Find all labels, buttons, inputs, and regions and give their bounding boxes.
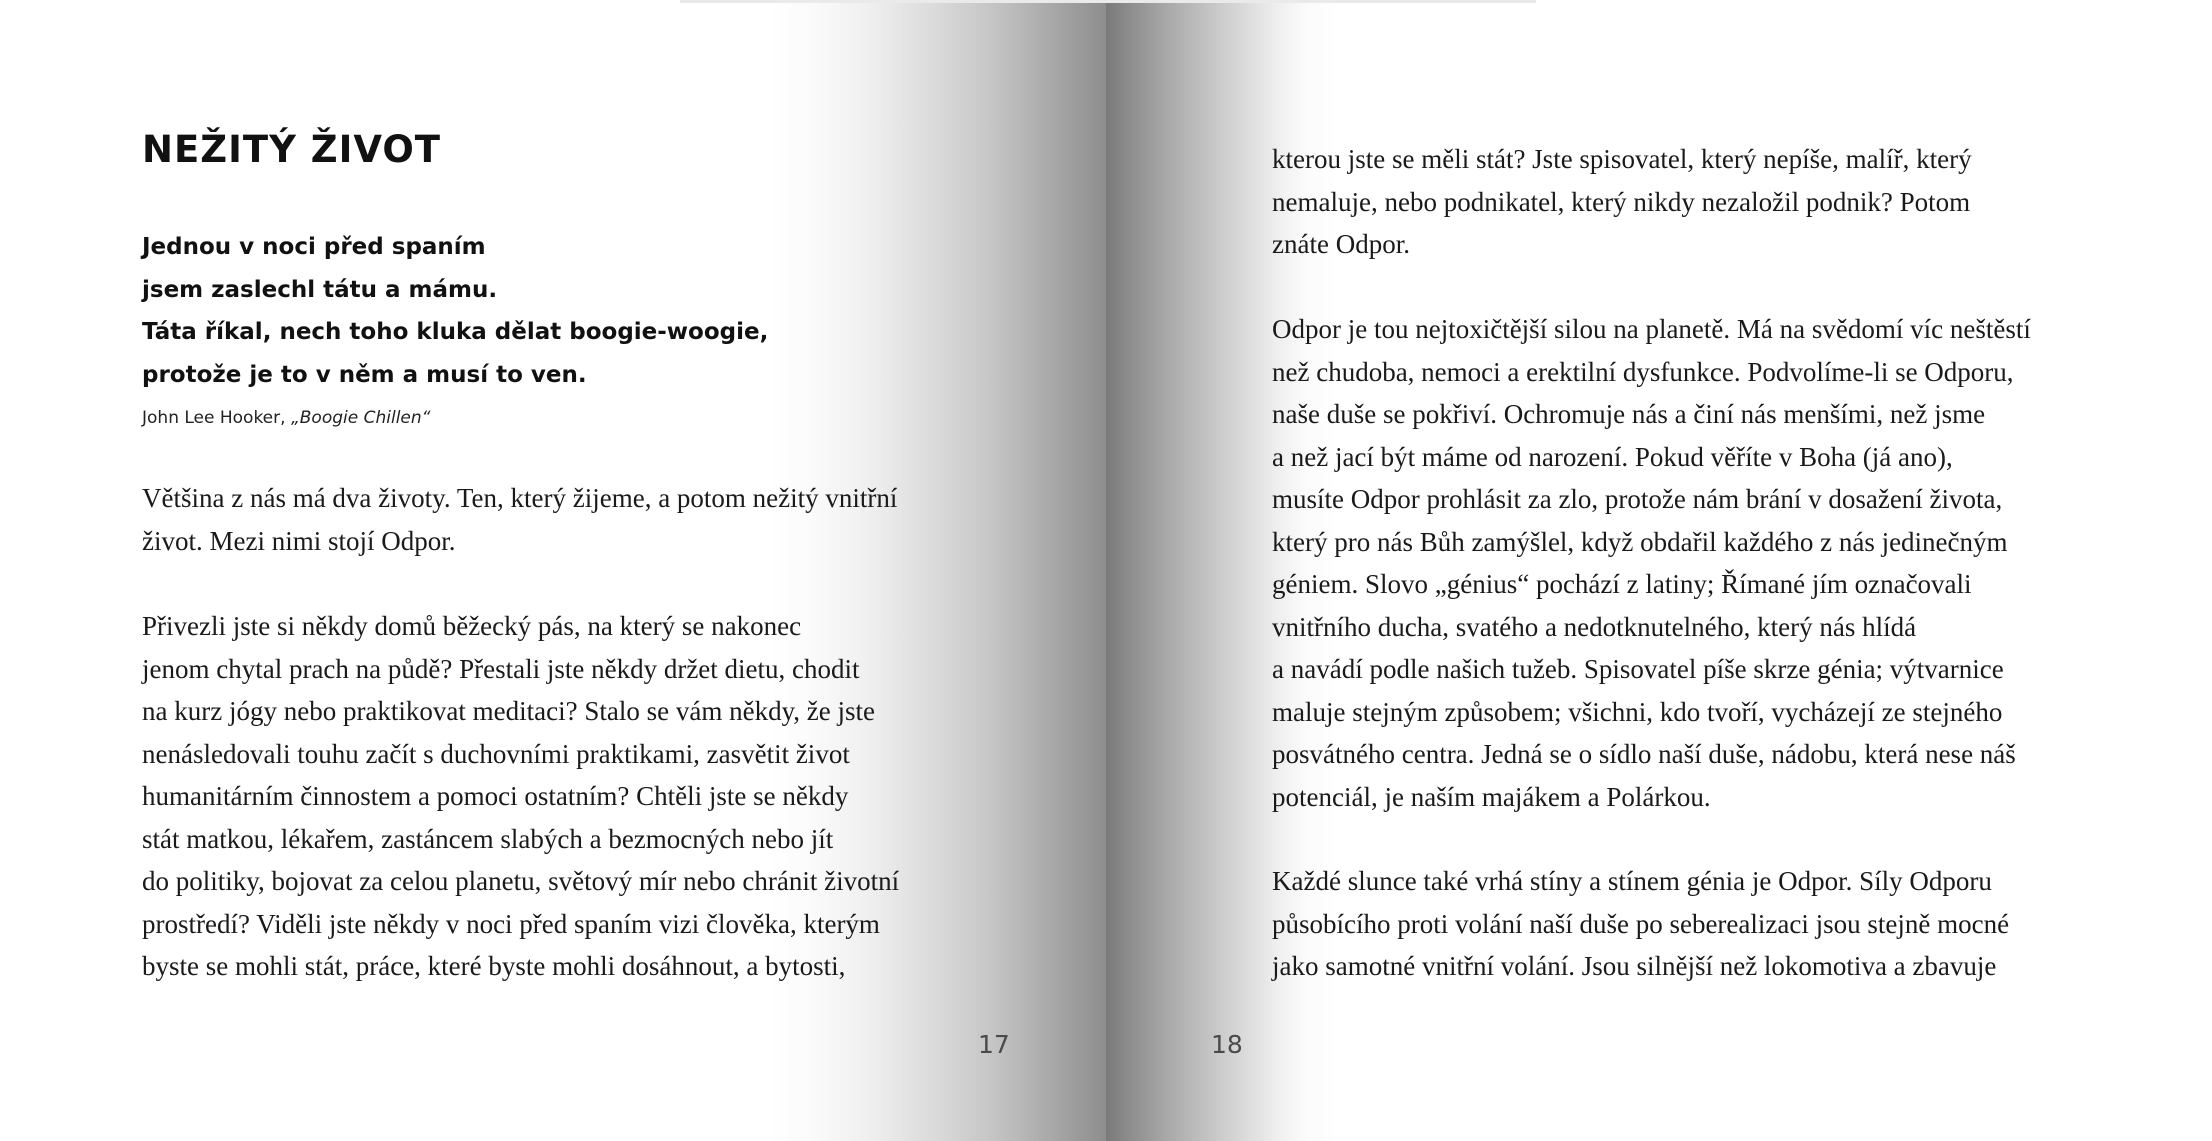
body-paragraph: Přivezli jste si někdy domů běžecký pás, na který se nakonec jenom chytal prach na půdě? Přestali jste někdy držet dietu, chodit na kurz jógy nebo praktikovat meditaci? Stalo se vám někdy, že jste nenásledovali touhu začít s duchovními praktikami, zasvětit život humanitárním činnostem a pomoci ostatním? Chtěli jste se někdy stát matkou, lékařem, zastáncem slabých a bezmocných nebo jít do politiky, bojovat za celou planetu, světový mír nebo chránit životní prostředí? Viděli jste někdy v noci před spaním vizi člověka, kterým byste se mohli stát, práce, které byste mohli dosáhnout, a bytosti, <box>142 611 900 981</box>
body-paragraph: Každé slunce také vrhá stíny a stínem génia je Odpor. Síly Odporu působícího proti volání naší duše po seberealizaci jsou stejně mocné jako samotné vnitřní volání. Jsou silnější než lokomotiva a zbavuje <box>1272 866 2010 981</box>
page-number: 17 <box>978 1030 1010 1059</box>
epigraph-line: Táta říkal, nech toho kluka dělat boogie-woogie, <box>142 319 769 345</box>
page-top-edge <box>1106 0 1536 3</box>
body-paragraph: Většina z nás má dva životy. Ten, který žijeme, a potom nežitý vnitřní život. Mezi nimi stojí Odpor. <box>142 483 898 556</box>
epigraph <box>142 226 768 396</box>
right-page <box>1106 0 2212 1141</box>
page-number: 18 <box>1211 1030 1243 1059</box>
attribution-work: „Boogie Chillen“ <box>290 408 431 428</box>
epigraph-line: Jednou v noci před spaním <box>142 234 486 260</box>
epigraph-line: protože je to v něm a musí to ven. <box>142 361 587 388</box>
chapter-heading: NEŽITÝ ŽIVOT <box>142 128 442 171</box>
epigraph-line: jsem zaslechl tátu a mámu. <box>142 276 498 303</box>
epigraph-attribution <box>142 408 430 428</box>
page-top-edge <box>680 0 1106 3</box>
body-paragraph: kterou jste se měli stát? Jste spisovatel, který nepíše, malíř, který nemaluje, nebo podnikatel, který nikdy nezaložil podnik? Potom znáte Odpor. <box>1272 144 1972 259</box>
body-paragraph: Odpor je tou nejtoxičtější silou na planetě. Má na svědomí víc neštěstí než chudoba, nemoci a erektilní dysfunkce. Podvolíme-li se Odporu, naše duše se pokřiví. Ochromuje nás a činí nás menšími, než jsme a než jací být máme od narození. Pokud věříte v Boha (já ano), musíte Odpor prohlásit za zlo, protože nám brání v dosažení života, který pro nás Bůh zamýšlel, když obdařil každého z nás jedinečným géniem. Slovo „génius“ pochází z latiny; Římané jím označovali vnitřního ducha, svatého a nedotknutelného, který nás hlídá a navádí podle našich tužeb. Spisovatel píše skrze génia; výtvarnice maluje stejným způsobem; všichni, kdo tvoří, vycházejí ze stejného posvátného centra. Jedná se o sídlo naší duše, nádobu, která nese náš potenciál, je naším majákem a Polárkou. <box>1272 314 2031 812</box>
attribution-author: John Lee Hooker, <box>142 408 291 428</box>
